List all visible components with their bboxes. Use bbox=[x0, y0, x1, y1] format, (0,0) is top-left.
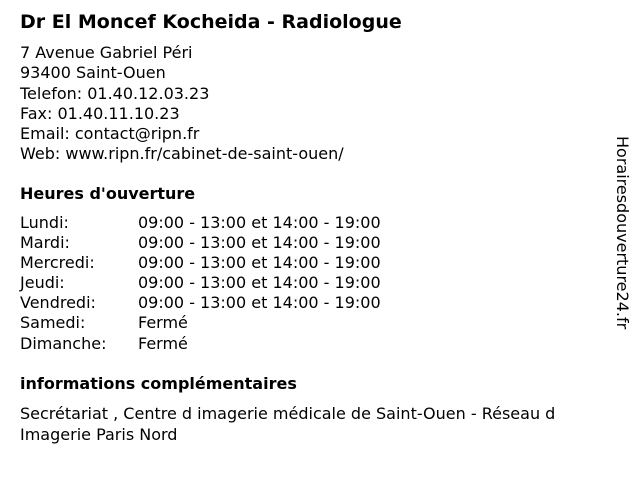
day-hours: 09:00 - 13:00 et 14:00 - 19:00 bbox=[138, 213, 381, 232]
website-url: Web: www.ripn.fr/cabinet-de-saint-ouen/ bbox=[20, 144, 344, 164]
address-city: 93400 Saint-Ouen bbox=[20, 63, 166, 83]
day-label: Mardi: bbox=[20, 233, 70, 253]
day-label: Jeudi: bbox=[20, 273, 65, 293]
day-hours: Fermé bbox=[138, 333, 188, 353]
day-hours: 09:00 - 13:00 et 14:00 - 19:00 bbox=[138, 273, 381, 293]
address-street: 7 Avenue Gabriel Péri bbox=[20, 43, 193, 62]
additional-info-heading: informations complémentaires bbox=[20, 374, 297, 393]
email-address: Email: contact@ripn.fr bbox=[20, 124, 200, 144]
hours-row-lundi bbox=[20, 213, 440, 233]
day-label: Samedi: bbox=[20, 313, 86, 333]
day-hours: 09:00 - 13:00 et 14:00 - 19:00 bbox=[138, 253, 381, 273]
fax-number: Fax: 01.40.11.10.23 bbox=[20, 103, 180, 123]
day-label: Mercredi: bbox=[20, 253, 95, 273]
day-hours: Fermé bbox=[138, 313, 188, 333]
hours-row-samedi bbox=[20, 313, 440, 333]
day-label: Dimanche: bbox=[20, 333, 107, 353]
additional-info-text: Secrétariat , Centre d imagerie médicale de Saint-Ouen - Réseau d Imagerie Paris Nord bbox=[20, 404, 556, 444]
hours-row-vendredi bbox=[20, 293, 440, 313]
hours-row-jeudi bbox=[20, 273, 440, 293]
day-hours: 09:00 - 13:00 et 14:00 - 19:00 bbox=[138, 233, 381, 253]
hours-row-mardi bbox=[20, 233, 440, 253]
contact-block bbox=[20, 43, 344, 165]
hours-row-mercredi bbox=[20, 253, 440, 273]
opening-hours-table bbox=[20, 213, 440, 354]
page-title: Dr El Moncef Kocheida - Radiologue bbox=[20, 11, 402, 33]
day-label: Lundi: bbox=[20, 213, 69, 232]
opening-hours-heading: Heures d'ouverture bbox=[20, 184, 196, 203]
watermark-text: Horairesdouverture24.fr bbox=[613, 136, 632, 330]
day-hours: 09:00 - 13:00 et 14:00 - 19:00 bbox=[138, 293, 381, 313]
hours-row-dimanche bbox=[20, 334, 440, 354]
day-label: Vendredi: bbox=[20, 293, 96, 313]
phone-number: Telefon: 01.40.12.03.23 bbox=[20, 83, 210, 103]
